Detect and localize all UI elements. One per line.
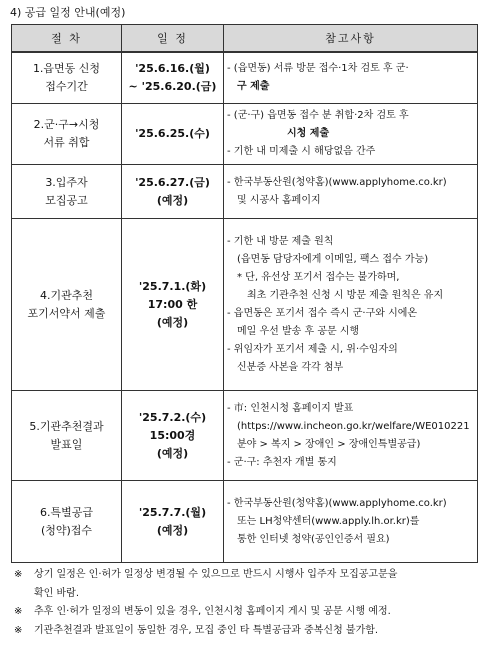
section-title: 4) 공급 일정 안내(예정) — [10, 6, 126, 19]
step-cell: 4.기관추천 포기서약서 제출 — [12, 219, 122, 391]
notes-cell: - (읍면동) 서류 방문 접수·1차 검토 후 군· 구 제출 — [224, 52, 478, 104]
table-header-row — [12, 25, 478, 52]
notes-cell: - 한국부동산원(청약홈)(www.applyhome.co.kr) 및 시공사 홈페이지 — [224, 165, 478, 219]
header-date: 일 정 — [122, 25, 224, 52]
footnote-item: ※ 상기 일정은 인·허가 일정상 변경될 수 있으므로 반드시 시행사 입주자 모집공고문을 — [14, 569, 398, 580]
notes-cell: - 기한 내 방문 제출 원칙 (읍면동 담당자에게 이메일, 팩스 접수 가능) * 단, 유선상 포기서 접수는 불가하며, 최초 기관추천 신청 시 방문 제출 원칙은 유지 - 읍면동은 포기서 접수 즉시 군·구와 시에온 메일 우선 발송 후 공문 시행 - 위임자가 포기서 제출 시, 위·수임자의 신분증 사본을 각각 첨부 — [224, 219, 478, 391]
table-row — [12, 165, 478, 219]
notes-cell: - 市: 인천시청 홈페이지 발표 (https://www.incheon.go.kr/welfare/WE010221 분야 > 복지 > 장애인 > 장애인특별공급) - 군·구: 추천자 개별 통지 — [224, 391, 478, 481]
footnote-continuation: 확인 바람. — [34, 587, 79, 599]
date-cell: '25.7.7.(월) (예정) — [122, 481, 224, 563]
step-cell: 5.기관추천결과 발표일 — [12, 391, 122, 481]
step-cell: 2.군·구→시청 서류 취합 — [12, 104, 122, 165]
step-cell: 6.특별공급 (청약)접수 — [12, 481, 122, 563]
notes-cell: - 한국부동산원(청약홈)(www.applyhome.co.kr) 또는 LH청약센터(www.apply.lh.or.kr)를 통한 인터넷 청약(공인인증서 필요) — [224, 481, 478, 563]
step-cell: 3.입주자 모집공고 — [12, 165, 122, 219]
table-row — [12, 52, 478, 104]
footnote-item: ※ 추후 인·허가 일정의 변동이 있을 경우, 인천시청 홈페이지 게시 및 공문 시행 예정. — [14, 606, 391, 617]
date-cell: '25.6.25.(수) — [122, 104, 224, 165]
footnotes — [14, 566, 480, 640]
footnote-item: ※ 기관추천결과 발표일이 동일한 경우, 모집 중인 타 특별공급과 중복신청 불가함. — [14, 624, 379, 636]
table-row — [12, 104, 478, 165]
table-row — [12, 219, 478, 391]
table-row — [12, 391, 478, 481]
date-cell: '25.6.27.(금) (예정) — [122, 165, 224, 219]
header-notes: 참고사항 — [224, 25, 478, 52]
date-cell: '25.7.1.(화) 17:00 한 (예정) — [122, 219, 224, 391]
date-cell: '25.7.2.(수) 15:00경 (예정) — [122, 391, 224, 481]
step-cell: 1.읍면동 신청 접수기간 — [12, 52, 122, 104]
date-cell: '25.6.16.(월) ~ '25.6.20.(금) — [122, 52, 224, 104]
table-row — [12, 481, 478, 563]
notes-cell: - (군·구) 읍면동 접수 분 취합·2차 검토 후 시청 제출 - 기한 내 미제출 시 해당없음 간주 — [224, 104, 478, 165]
schedule-table — [11, 24, 478, 563]
header-step: 절 차 — [12, 25, 122, 52]
